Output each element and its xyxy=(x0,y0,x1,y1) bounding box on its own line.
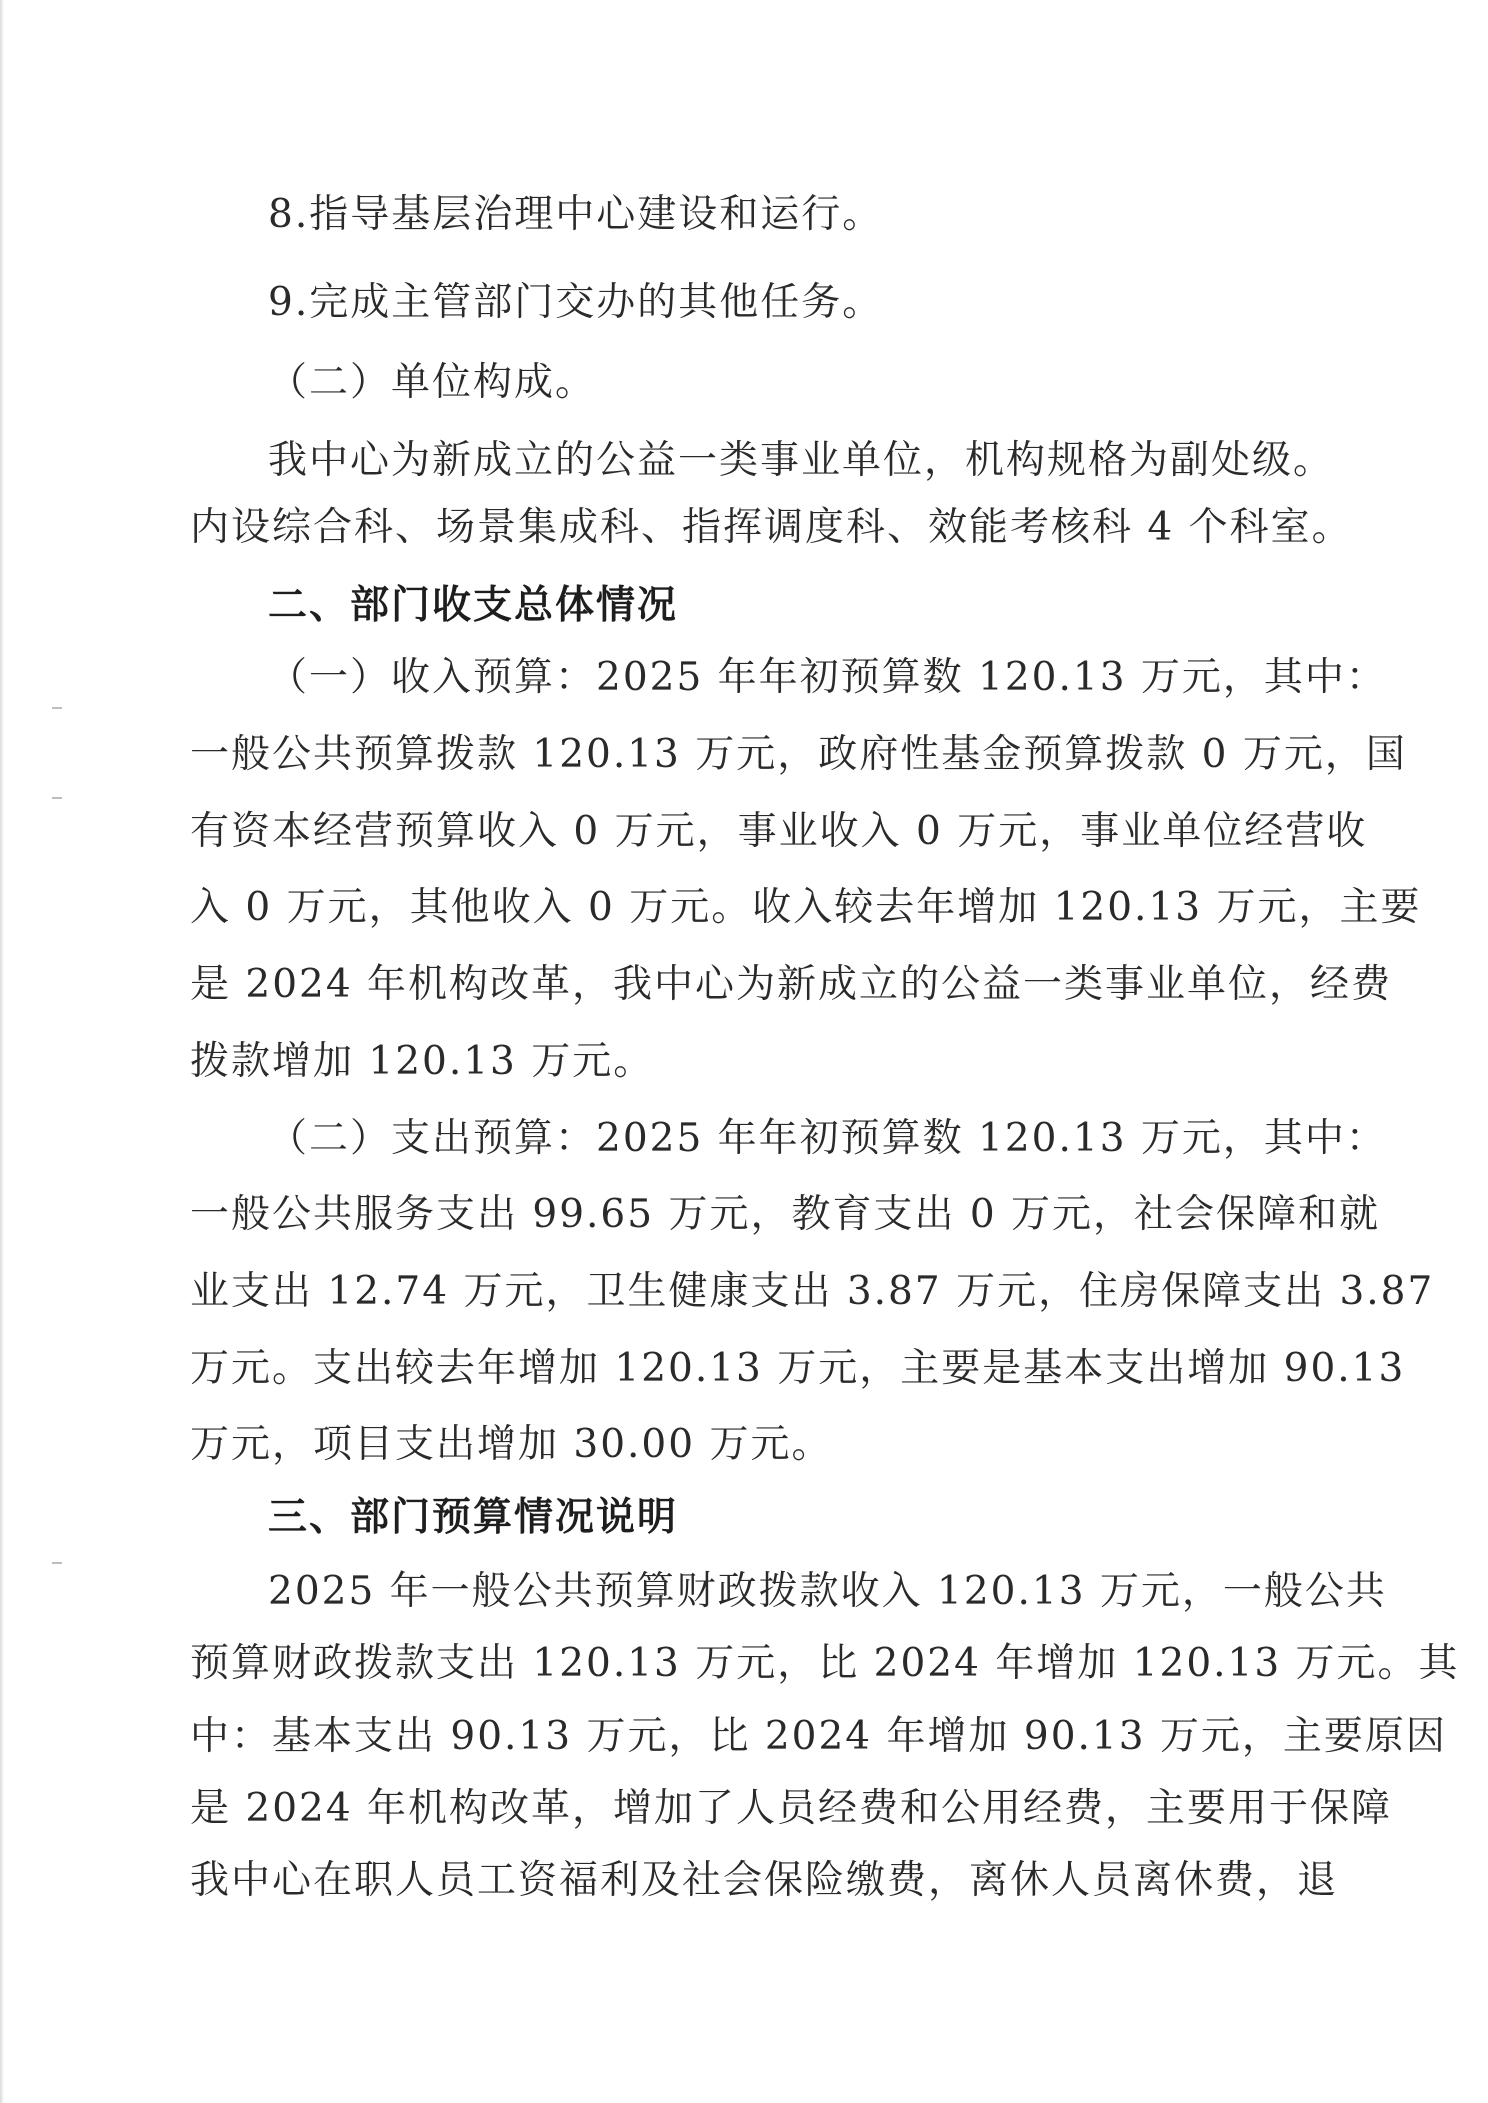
paragraph-line: 9.完成主管部门交办的其他任务。 xyxy=(268,280,884,325)
section-heading: 二、部门收支总体情况 xyxy=(268,583,679,628)
paragraph-line: 预算财政拨款支出 120.13 万元，比 2024 年增加 120.13 万元。其 xyxy=(190,1641,1460,1686)
paragraph-line: 我中心在职人员工资福利及社会保险缴费，离休人员离休费，退 xyxy=(190,1858,1339,1903)
paragraph-line: 万元。支出较去年增加 120.13 万元，主要是基本支出增加 90.13 xyxy=(190,1346,1406,1391)
paragraph-line: 8.指导基层治理中心建设和运行。 xyxy=(268,192,884,237)
paragraph-line: 一般公共预算拨款 120.13 万元，政府性基金预算拨款 0 万元，国 xyxy=(190,732,1407,777)
paragraph-line: 业支出 12.74 万元，卫生健康支出 3.87 万元，住房保障支出 3.87 xyxy=(190,1269,1435,1314)
paragraph-line: 有资本经营预算收入 0 万元，事业收入 0 万元，事业单位经营收 xyxy=(190,809,1368,854)
paragraph-line: 一般公共服务支出 99.65 万元，教育支出 0 万元，社会保障和就 xyxy=(190,1192,1381,1237)
section-subheading: （二）单位构成。 xyxy=(268,360,597,405)
paragraph-line: （二）支出预算：2025 年年初预算数 120.13 万元，其中： xyxy=(268,1116,1387,1161)
paragraph-line: 2025 年一般公共预算财政拨款收入 120.13 万元，一般公共 xyxy=(268,1569,1387,1614)
paragraph-line: 是 2024 年机构改革，我中心为新成立的公益一类事业单位，经费 xyxy=(190,962,1393,1007)
paragraph-line: （一）收入预算：2025 年年初预算数 120.13 万元，其中： xyxy=(268,655,1387,700)
paragraph-line: 拨款增加 120.13 万元。 xyxy=(190,1039,655,1084)
paragraph-line: 我中心为新成立的公益一类事业单位，机构规格为副处级。 xyxy=(268,438,1335,483)
paragraph-line: 万元，项目支出增加 30.00 万元。 xyxy=(190,1422,833,1467)
section-heading: 三、部门预算情况说明 xyxy=(268,1495,679,1540)
paragraph-line: 是 2024 年机构改革，增加了人员经费和公用经费，主要用于保障 xyxy=(190,1786,1393,1831)
paragraph-line: 内设综合科、场景集成科、指挥调度科、效能考核科 4 个科室。 xyxy=(190,505,1353,550)
paragraph-line: 中：基本支出 90.13 万元，比 2024 年增加 90.13 万元，主要原因 xyxy=(190,1714,1447,1759)
paragraph-line: 入 0 万元，其他收入 0 万元。收入较去年增加 120.13 万元，主要 xyxy=(190,885,1422,930)
